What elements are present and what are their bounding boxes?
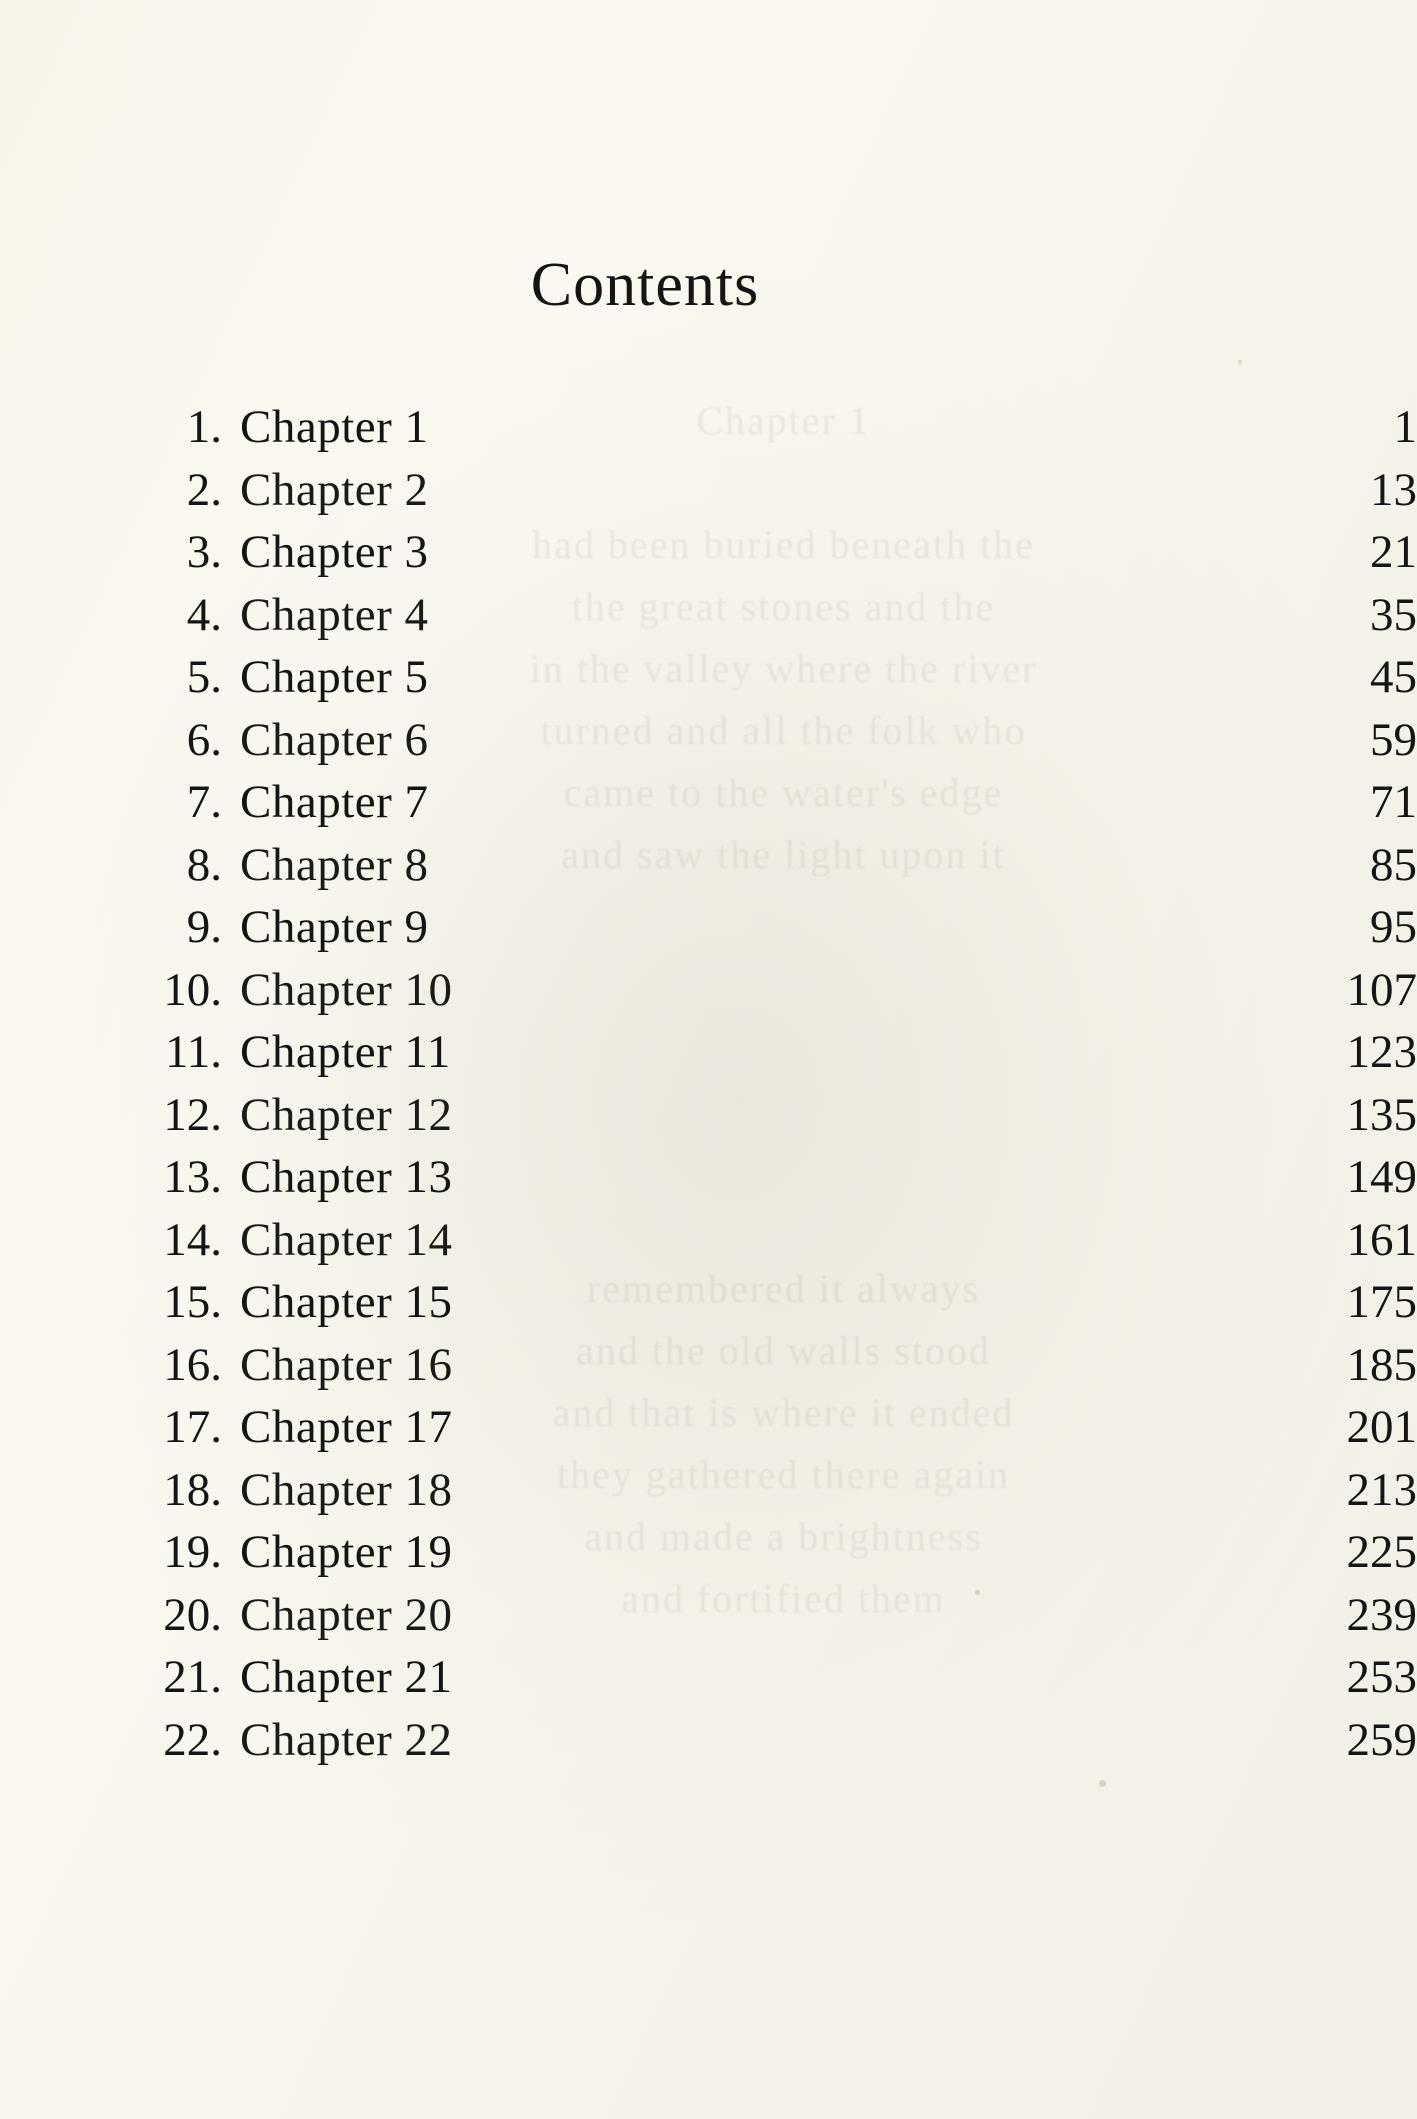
toc-entry-number: 3. (186, 526, 222, 578)
toc-entry[interactable] (0, 1400, 1417, 1463)
toc-entry-label: Chapter 16 (240, 1338, 453, 1391)
toc-entry-number: 21. (163, 1651, 222, 1703)
paper-speck (1099, 1780, 1106, 1787)
toc-entry-label: Chapter 11 (240, 1026, 451, 1078)
toc-entry[interactable] (0, 1713, 1417, 1776)
toc-entry-label: Chapter 10 (240, 963, 453, 1016)
toc-entry[interactable] (0, 400, 1417, 463)
toc-entry[interactable] (0, 1338, 1417, 1401)
toc-entry-page: 239 (1346, 1588, 1417, 1641)
toc-entry-number: 20. (163, 1588, 222, 1641)
toc-entry-page: 201 (1346, 1401, 1417, 1453)
toc-entry[interactable] (0, 1588, 1417, 1651)
toc-entry-label: Chapter 17 (240, 1401, 453, 1453)
toc-entry-number: 12. (163, 1088, 222, 1141)
toc-entry[interactable] (0, 1525, 1417, 1588)
toc-entry-page: 175 (1346, 1276, 1417, 1328)
toc-entry-label: Chapter 5 (240, 651, 429, 703)
toc-entry[interactable] (0, 1650, 1417, 1713)
toc-entry-page: 213 (1346, 1463, 1417, 1516)
toc-entry-number: 6. (186, 713, 222, 766)
toc-entry-page: 149 (1346, 1151, 1417, 1203)
toc-entry[interactable] (0, 1150, 1417, 1213)
toc-entry-page: 45 (1370, 651, 1417, 703)
toc-entry-page: 135 (1346, 1088, 1417, 1141)
toc-entry-label: Chapter 2 (240, 463, 429, 516)
toc-entry-number: 7. (186, 776, 222, 828)
toc-entry-page: 259 (1346, 1713, 1417, 1766)
page-title: Contents (530, 251, 760, 319)
toc-entry[interactable] (0, 1275, 1417, 1338)
toc-entry[interactable] (0, 775, 1417, 838)
toc-entry-label: Chapter 15 (240, 1276, 453, 1328)
toc-entry[interactable] (0, 1025, 1417, 1088)
toc-entry-label: Chapter 8 (240, 838, 429, 891)
toc-entry-number: 11. (164, 1026, 222, 1078)
toc-entry-number: 13. (163, 1151, 222, 1203)
verso-showthrough: Chapter 1 had been buried beneath the the great stones and the in the valley where the river turned and all the folk who came to the water's edge and saw the light upon it remembered it always and the old walls stood and that is where it ended they gathered there again and made a brightness and fortified them (529, 398, 1038, 1621)
toc-entry-page: 21 (1370, 526, 1417, 578)
toc-entry-number: 19. (163, 1526, 222, 1578)
toc-entry-label: Chapter 12 (240, 1088, 453, 1141)
toc-entry-label: Chapter 13 (240, 1151, 453, 1203)
toc-entry-page: 185 (1346, 1338, 1417, 1391)
toc-entry[interactable] (0, 588, 1417, 651)
toc-entry-page: 13 (1370, 463, 1417, 516)
toc-entry-label: Chapter 19 (240, 1526, 453, 1578)
toc-entry[interactable] (0, 463, 1417, 526)
toc-entry[interactable] (0, 1463, 1417, 1526)
toc-entry-label: Chapter 20 (240, 1588, 453, 1641)
toc-entry-number: 2. (186, 463, 222, 516)
toc-entry-page: 59 (1370, 713, 1417, 766)
toc-entry-page: 85 (1370, 838, 1417, 891)
toc-entry-page: 107 (1346, 963, 1417, 1016)
toc-entry-page: 225 (1346, 1526, 1417, 1578)
toc-entry-page: 1 (1393, 401, 1417, 453)
toc-entry-number: 8. (186, 838, 222, 891)
toc-entry-number: 18. (163, 1463, 222, 1516)
toc-entry-label: Chapter 9 (240, 901, 429, 953)
toc-entry-label: Chapter 7 (240, 776, 429, 828)
toc-entry-page: 95 (1370, 901, 1417, 953)
toc-entry-label: Chapter 4 (240, 588, 429, 641)
toc-entry-number: 10. (163, 963, 222, 1016)
toc-entry-label: Chapter 18 (240, 1463, 453, 1516)
toc-entry-page: 253 (1346, 1651, 1417, 1703)
toc-entry-label: Chapter 14 (240, 1213, 453, 1266)
toc-entry[interactable] (0, 838, 1417, 901)
toc-entry-page: 71 (1370, 776, 1417, 828)
toc-entry[interactable] (0, 963, 1417, 1026)
paper-speck (1238, 360, 1242, 364)
toc-entry[interactable] (0, 650, 1417, 713)
toc-entry-number: 22. (163, 1713, 222, 1766)
toc-entry[interactable] (0, 900, 1417, 963)
toc-entry-label: Chapter 1 (240, 401, 429, 453)
toc-entry[interactable] (0, 1088, 1417, 1151)
toc-entry[interactable] (0, 525, 1417, 588)
toc-entry-number: 1. (186, 401, 222, 453)
toc-entry-number: 14. (163, 1213, 222, 1266)
toc-entry[interactable] (0, 1213, 1417, 1276)
toc-entry-number: 17. (163, 1401, 222, 1453)
toc-entry-number: 15. (163, 1276, 222, 1328)
toc-entry-number: 5. (186, 651, 222, 703)
toc-entry-number: 4. (186, 588, 222, 641)
table-of-contents (0, 400, 1417, 1775)
toc-entry[interactable] (0, 713, 1417, 776)
toc-entry-label: Chapter 6 (240, 713, 429, 766)
toc-entry-number: 16. (163, 1338, 222, 1391)
toc-entry-label: Chapter 22 (240, 1713, 453, 1766)
toc-entry-label: Chapter 3 (240, 526, 429, 578)
toc-entry-number: 9. (186, 901, 222, 953)
toc-entry-page: 161 (1346, 1213, 1417, 1266)
toc-entry-label: Chapter 21 (240, 1651, 453, 1703)
toc-entry-page: 123 (1346, 1026, 1417, 1078)
toc-entry-page: 35 (1370, 588, 1417, 641)
